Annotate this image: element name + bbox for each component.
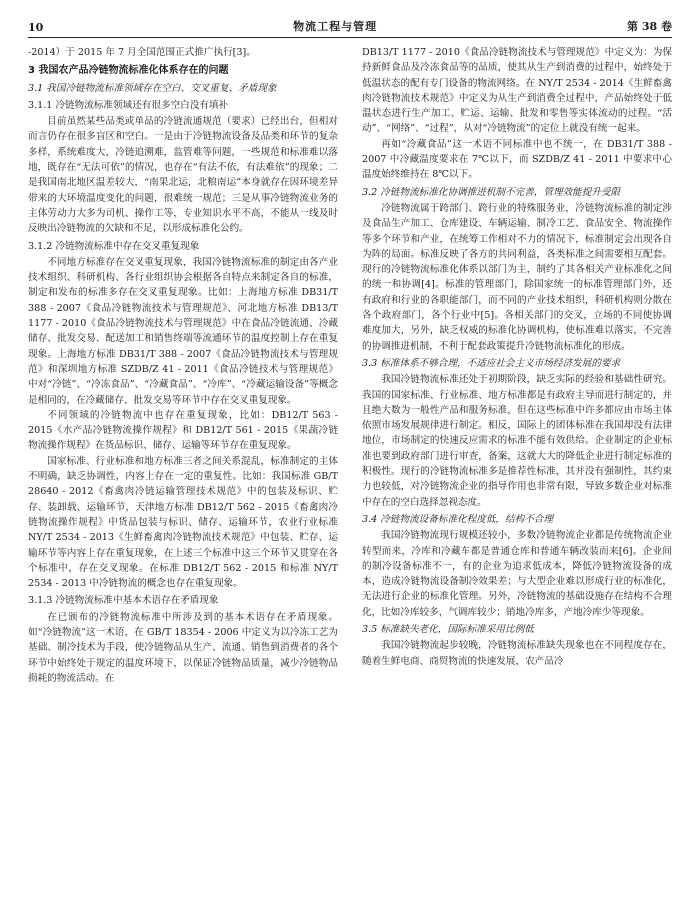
body-paragraph: 我国冷链物流现行规模还较小，多数冷链物流企业都是传统物流企业转型而来，冷库和冷藏车都是普通仓库和普通车辆改装而来[6]。企业间的制冷设备标准不一，有的企业为追求低成本，降低冷链物流设备的成本，造成冷链物流设备制冷效果差；与大型企业难以形成行业的标准化，无法进行企业的标准化管理。另外，冷链物流的基础设施存在结构不合理化，比如冷库较多，气调库较少；销地冷库多，产地冷库少等现象。 (362, 530, 672, 618)
subsubsection-heading: 3.1.2 冷链物流标准中存在交叉重复现象 (28, 240, 200, 252)
subsection-heading: 3.5 标准缺失老化，国际标准采用比例低 (362, 623, 534, 635)
body-paragraph: 我国冷链物流起步较晚，冷链物流标准缺失现象也在不同程度存在，随着生鲜电商、商贸物流的快速发展，农产品冷 (362, 640, 672, 667)
body-paragraph: -2014）于 2015 年 7 月全国范围正式推广执行[3]。 (28, 47, 256, 58)
volume-label: 第 38 卷 (627, 20, 672, 33)
body-paragraph: 国家标准、行业标准和地方标准三者之间关系混乱，标准制定的主体不明确，缺乏协调性，内容上存在一定的重复性。比如：我国标准 GB/T 28640 - 2012《畜禽肉冷链运输管理技术规范》中的包装及标识、贮存、装卸载、运输环节，天津地方标准 DB12/T 562 - 2015《畜禽肉冷链物流操作规程》中货品包装与标识、储存、运输环节，农业行业标准 NY/T 2534 - 2013《生鲜畜禽肉冷链物流技术规范》中包装、贮存、运输环节等内容上存在重复现象，在上述三个标准中这三个环节又贯穿在各个标准中，存在交叉现象。在标准 DB12/T 562 - 2015 和标准 NY/T 2534 - 2013 中冷链物流的概念也存在重复现象。 (28, 455, 338, 590)
section-heading: 3 我国农产品冷链物流标准化体系存在的问题 (28, 65, 229, 77)
subsubsection-heading: 3.1.1 冷链物流标准领域还有很多空白没有填补 (28, 99, 229, 111)
body-paragraph: 再如“冷藏食品”这一术语不同标准中也不统一，在 DB31/T 388 - 2007 中冷藏温度要求在 7℃以下，而 SZDB/Z 41 - 2011 中要求中心温度始终维持在 8℃以下。 (362, 138, 672, 181)
subsection-heading: 3.1 我国冷链物流标准领域存在空白、交叉重复、矛盾现象 (28, 82, 277, 94)
right-column (362, 45, 672, 669)
running-header (28, 12, 672, 38)
subsection-heading: 3.4 冷链物流设备标准化程度低，结构不合理 (362, 513, 553, 525)
body-paragraph: 我国冷链物流标准还处于初期阶段，缺乏实际的经验和基础性研究。我国的国家标准、行业标准、地方标准都是有政府主导而进行制定的，并且绝大数为一般性产品和服务标准，但在这些标准中许多都应由市场主体依照市场发展规律进行制定。相反，国际上的团体标准在我国却没有法律地位，市场制定的快速反应需求的标准不能有效供给。企业制定的企业标准也要到政府部门进行审查，备案，这就大大的降低企业进行制定标准的积极性。现行的冷链物流标准多是推荐性标准，其并没有强制性，其约束力也较低，对冷链物流企业的指导作用也非常有限，导致多数企业对标准中存在的空白选择忽视态度。 (362, 374, 672, 508)
subsubsection-heading: 3.1.3 冷链物流标准中基本术语存在矛盾现象 (28, 595, 219, 607)
body-paragraph: 不同地方标准存在交叉重复现象，我国冷链物流标准的制定由各产业技术组织、科研机构、各行业组织协会根据各自特点来制定各自的标准，制定和发布的标准多存在交叉重复现象。比如：上海地方标准 DB31/T 388 - 2007《食品冷链物流技术与管理规范》、河北地方标准 DB13/T 1177 - 2010《食品冷链物流技术与管理规范》中在食品冷链流通、冷藏储存、批发交易、配送加工和销售终端等流通环节的温度控制上存在重复现象。上海地方标准 DB31/T 388 - 2007《食品冷链物流技术与管理规范》和深圳地方标准 SZDB/Z 41 - 2011《食品冷链技术与管理规范》中对“冷链”、“冷冻食品”、“冷藏食品”、“冷库”、“冷藏运输设备”等概念是相同的，在冷藏储存、批发交易等环节中存在交叉重复现象。 (28, 256, 338, 406)
body-paragraph: 在已颁布的冷链物流标准中所涉及到的基本术语存在矛盾现象。如“冷链物流”这一术语，在 GB/T 18354 - 2006 中定义为以冷冻工艺为基础、制冷技术为手段，使冷链物品从生产、流通、销售到消费者的各个环节中始终处于规定的温度环境下，以保证冷链物品质量，减少冷链物品损耗的物流活动。在 (28, 611, 338, 684)
left-column (28, 45, 338, 686)
subsection-heading: 3.3 标准体系不够合理，不适应社会主义市场经济发展的要求 (362, 357, 621, 369)
body-paragraph: 冷链物流属于跨部门、跨行业的特殊服务业，冷链物流标准的制定涉及食品生产加工、仓库建设、车辆运输、制冷工艺、食品安全、物流操作等多个环节和产业，在统筹工作相对不力的情况下，标准制定会出现各自为阵的局面。标准反映了各方的共同利益，各类标准之间需要相互配套。现行的冷链物流标准化体系以部门为主，制约了其各相关产业标准化之间的统一和协调[4]。标准的管理部门，除国家统一的标准管理部门外，还有政府和行业的各职能部门，而不同的产业技术组织，科研机构则分散在各个政府部门，各个行业中[5]。各相关部门的交叉，立场的不同使协调难度加大，另外，缺乏权威的标准化协调机构，使标准难以落实，不完善的协调推进机制，不利于配套政策提升冷链物流标准化的形成。 (362, 202, 672, 352)
body-paragraph: 不同领域的冷链物流中也存在重复现象，比如：DB12/T 563 - 2015《水产品冷链物流操作规程》和 DB12/T 561 - 2015《果蔬冷链物流操作规程》在货品标识、储存、运输等环节存在重复现象。 (28, 409, 338, 452)
subsection-heading: 3.2 冷链物流标准化协调推进机制不完善，管理效能提升受限 (362, 186, 621, 198)
journal-title: 物流工程与管理 (293, 20, 378, 33)
page-number: 10 (28, 21, 44, 34)
body-paragraph: DB13/T 1177 - 2010《食品冷链物流技术与管理规范》中定义为：为保持新鲜食品及冷冻食品等的品质，使其从生产到消费的过程中，始终处于低温状态的配有专门设备的物流网络。在 NY/T 2534 - 2014《生鲜畜禽肉冷链物流技术规范》中定义为从生产到消费全过程中，产品始终处于低温状态进行生产加工、贮运、运输、批发和零售等实体流动的过程。“活动”、“网络”、“过程”，从对“冷链物流”的定位上就没有统一起来。 (362, 47, 672, 135)
body-paragraph: 目前虽然某些品类或单品的冷链流通规范（要求）已经出台，但相对而言仍存在很多盲区和空白。一是由于冷链物流设备及品类和环节的复杂多样，系统难度大，冷链追溯难，监管难等问题，一些规范和标准难以落地，既存在“无法可依”的情况，也存在“有法不依，有法难依”的现象；二是我国南北地区温差较大，“南果北运，北粮南运”本身就存在因环境差异带来的大环境温度变化的问题，很难统一规范；三是从事冷链物流业务的主体劳动力大多为司机、操作工等，专业知识水平不高，不能从一线及时反映出冷链物流的欠缺和不足，以形成标准化公约。 (28, 116, 338, 235)
